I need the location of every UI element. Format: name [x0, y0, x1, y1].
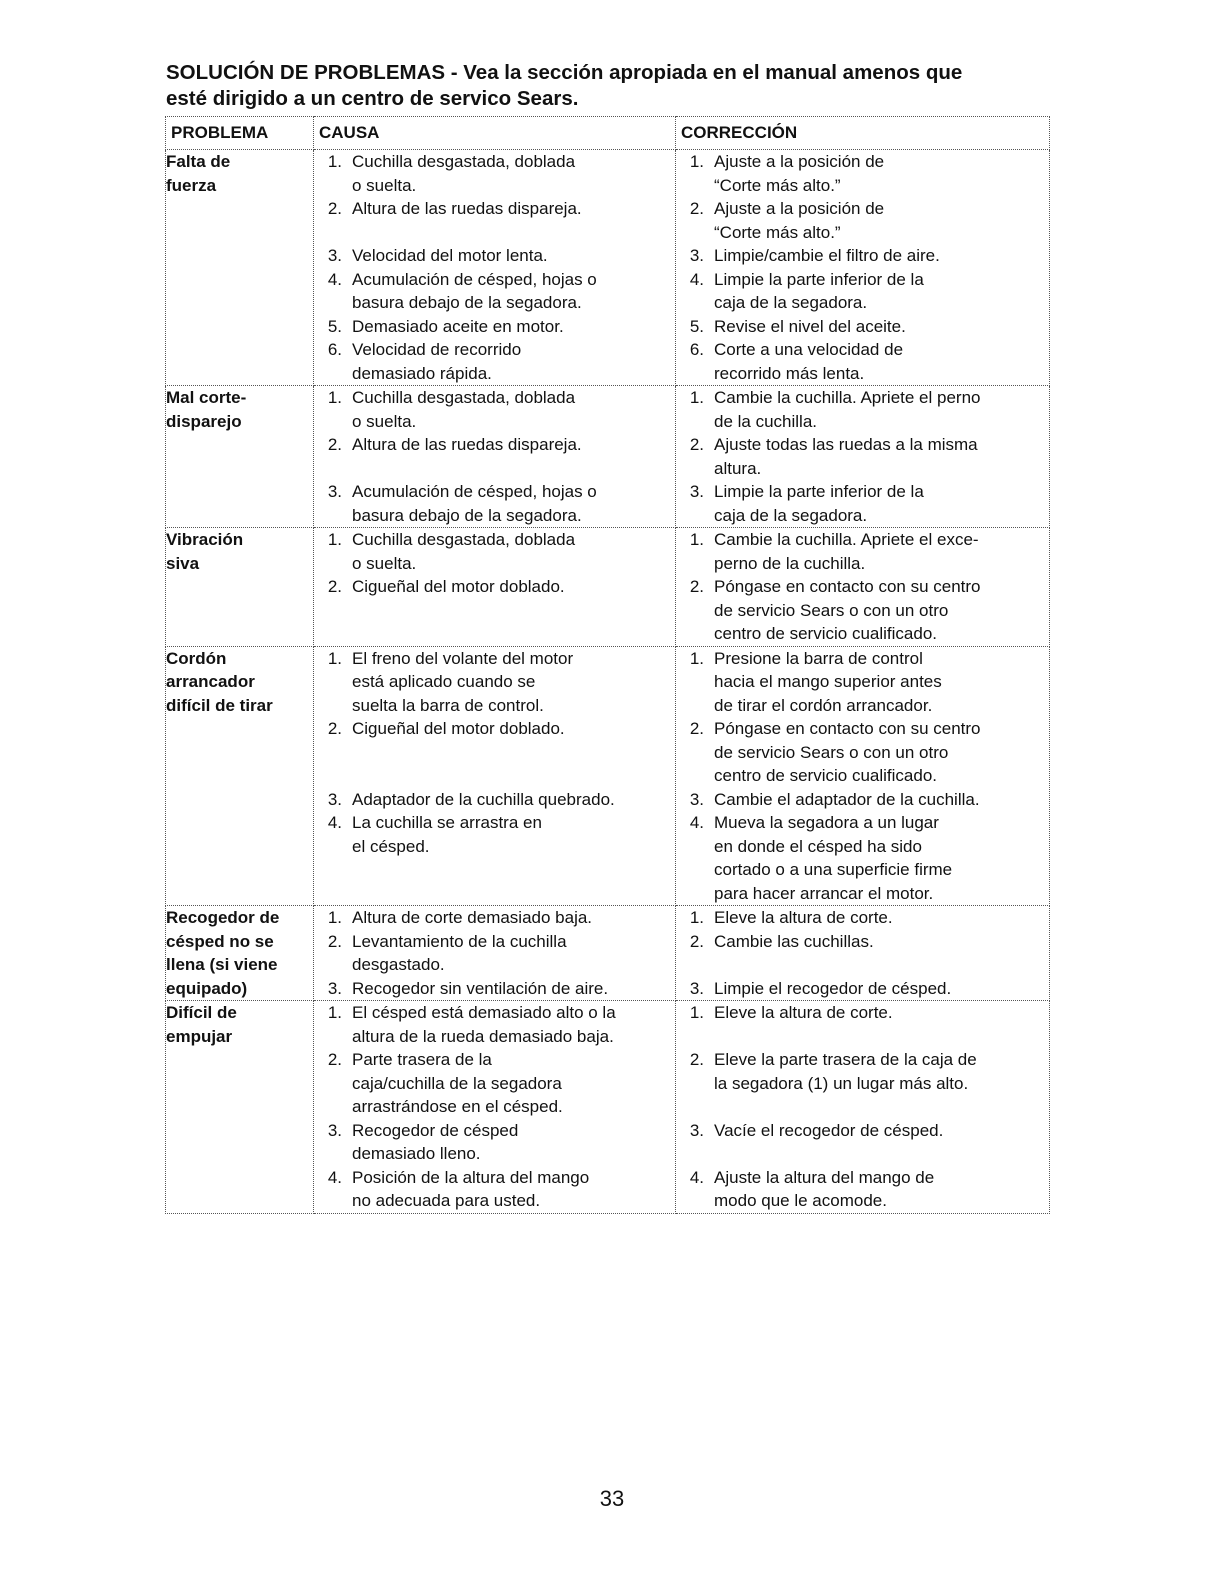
- correction-item: [676, 150, 1049, 197]
- correction-number: 2.: [689, 199, 704, 218]
- cause-number: 1.: [327, 648, 342, 668]
- correction-text: [714, 788, 1049, 812]
- cause-line: Altura de corte demasiado baja.: [352, 908, 593, 927]
- cause-item: [314, 717, 675, 741]
- cause-number: 3.: [327, 246, 342, 265]
- cause-item: [314, 575, 675, 599]
- correction-line: Cambie el adaptador de la cuchilla.: [714, 789, 980, 809]
- cause-line: [352, 457, 675, 481]
- cause-cell: [314, 646, 676, 906]
- cause-number: 3.: [327, 482, 342, 501]
- cause-line: el césped.: [352, 836, 430, 856]
- cause-item: [314, 457, 675, 481]
- correction-line: caja de la segadora.: [714, 505, 868, 525]
- correction-text: [714, 1025, 1049, 1049]
- correction-item: [676, 788, 1049, 812]
- correction-line: Mueva la segadora a un lugar: [714, 813, 939, 832]
- cause-item: [314, 150, 675, 197]
- correction-line: de servicio Sears o con un otro: [714, 742, 949, 762]
- problem-text: Recogedor de: [166, 908, 280, 927]
- cause-line: El freno del volante del motor: [352, 648, 574, 668]
- problem-text: difícil de tirar: [166, 695, 273, 715]
- correction-number: 1.: [689, 530, 704, 549]
- correction-line: Revise el nivel del aceite.: [714, 316, 906, 336]
- cause-line: Adaptador de la cuchilla quebrado.: [352, 789, 615, 809]
- correction-number: 3.: [689, 978, 704, 998]
- cause-item: [314, 1119, 675, 1166]
- cause-line: [352, 741, 675, 765]
- table-row: [166, 150, 1050, 386]
- cause-text: [352, 315, 675, 339]
- correction-text: [714, 930, 1049, 954]
- cause-text: [352, 528, 675, 575]
- problem-text: fuerza: [166, 175, 217, 195]
- problem-text: siva: [166, 553, 200, 573]
- correction-item: [676, 1025, 1049, 1049]
- correction-text: [714, 811, 1049, 905]
- correction-item: [676, 480, 1049, 527]
- correction-line: [714, 1025, 1049, 1049]
- correction-cell: [676, 150, 1050, 386]
- cause-number: 1.: [327, 530, 342, 549]
- correction-line: Ajuste a la posición de: [714, 199, 885, 218]
- cause-cell: [314, 528, 676, 647]
- correction-item: [676, 268, 1049, 315]
- correction-line: “Corte más alto.”: [714, 175, 841, 195]
- cause-line: La cuchilla se arrastra en: [352, 813, 542, 832]
- cause-text: [352, 197, 675, 221]
- correction-text: [714, 150, 1049, 197]
- correction-cell: [676, 386, 1050, 528]
- correction-text: [714, 1001, 1049, 1025]
- cause-cell: [314, 906, 676, 1001]
- correction-text: [714, 1095, 1049, 1119]
- problem-cell: [166, 906, 314, 1001]
- correction-line: Cambie la cuchilla. Apriete el exce-: [714, 530, 979, 549]
- correction-number: 1.: [689, 908, 704, 927]
- correction-number: 5.: [689, 316, 704, 336]
- cause-line: Posición de la altura del mango: [352, 1167, 590, 1187]
- correction-item: [676, 1048, 1049, 1095]
- correction-item: [676, 386, 1049, 433]
- table-row: [166, 1001, 1050, 1214]
- problem-text: arrancador: [166, 672, 255, 691]
- correction-number: 1.: [689, 388, 704, 407]
- correction-number: 3.: [689, 246, 704, 265]
- cause-line: Recogedor de césped: [352, 1120, 519, 1140]
- correction-number: 4.: [689, 1167, 704, 1187]
- correction-item: [676, 1001, 1049, 1025]
- table-row: [166, 906, 1050, 1001]
- page-number: 33: [599, 1486, 625, 1511]
- correction-item: [676, 575, 1049, 646]
- cause-item: [314, 244, 675, 268]
- correction-text: [714, 1119, 1049, 1143]
- correction-line: centro de servicio cualificado.: [714, 766, 938, 785]
- correction-line: Eleve la altura de corte.: [714, 1003, 893, 1022]
- cause-text: [352, 244, 675, 268]
- cause-text: [352, 647, 675, 718]
- problem-text: césped no se: [166, 931, 274, 951]
- cause-item: [314, 338, 675, 385]
- correction-item: [676, 977, 1049, 1001]
- cause-text: [352, 480, 675, 527]
- correction-item: [676, 244, 1049, 268]
- correction-text: [714, 268, 1049, 315]
- cause-line: Cuchilla desgastada, doblada: [352, 388, 576, 407]
- correction-text: [714, 647, 1049, 718]
- cause-number: 2.: [327, 1050, 342, 1069]
- correction-line: recorrido más lenta.: [714, 363, 865, 383]
- troubleshooting-table: [165, 116, 1050, 1214]
- cause-text: [352, 338, 675, 385]
- correction-item: [676, 647, 1049, 718]
- correction-line: Vacíe el recogedor de césped.: [714, 1120, 944, 1140]
- cause-text: [352, 150, 675, 197]
- title-line-2: esté dirigido a un centro de servico Sears.: [166, 87, 579, 110]
- correction-line: “Corte más alto.”: [714, 222, 841, 242]
- table-row: [166, 646, 1050, 906]
- correction-text: [714, 528, 1049, 575]
- correction-item: [676, 953, 1049, 977]
- correction-number: 1.: [689, 1003, 704, 1022]
- cause-text: [352, 1166, 675, 1213]
- header-causa: CAUSA: [314, 117, 676, 150]
- cause-cell: [314, 1001, 676, 1214]
- correction-line: hacia el mango superior antes: [714, 672, 942, 691]
- correction-cell: [676, 1001, 1050, 1214]
- correction-line: Limpie el recogedor de césped.: [714, 978, 952, 998]
- correction-line: Presione la barra de control: [714, 648, 923, 668]
- problem-text: disparejo: [166, 411, 242, 431]
- cause-number: 2.: [327, 199, 342, 218]
- cause-number: [314, 457, 352, 481]
- problem-cell: [166, 528, 314, 647]
- cause-line: basura debajo de la segadora.: [352, 293, 582, 312]
- cause-line: altura de la rueda demasiado baja.: [352, 1026, 614, 1046]
- cause-line: Altura de las ruedas dispareja.: [352, 199, 582, 218]
- correction-number: [676, 1142, 714, 1166]
- correction-line: Ajuste a la posición de: [714, 152, 885, 171]
- cause-line: Levantamiento de la cuchilla: [352, 931, 567, 951]
- problem-text: Vibración: [166, 530, 244, 549]
- cause-line: [352, 221, 675, 245]
- correction-number: 4.: [689, 269, 704, 289]
- cause-number: 1.: [327, 152, 342, 171]
- problem-cell: [166, 1001, 314, 1214]
- correction-line: perno de la cuchilla.: [714, 553, 866, 573]
- correction-number: 6.: [689, 340, 704, 359]
- correction-line: centro de servicio cualificado.: [714, 624, 938, 643]
- problem-text: Difícil de: [166, 1003, 237, 1022]
- cause-item: [314, 741, 675, 788]
- cause-line: o suelta.: [352, 175, 417, 195]
- cause-line: Velocidad del motor lenta.: [352, 246, 548, 265]
- correction-text: [714, 1048, 1049, 1095]
- correction-line: Eleve la parte trasera de la caja de: [714, 1050, 977, 1069]
- correction-number: 2.: [689, 1050, 704, 1069]
- correction-number: 2.: [689, 577, 704, 596]
- problem-text: Cordón: [166, 648, 227, 668]
- cause-cell: [314, 150, 676, 386]
- cause-text: [352, 930, 675, 977]
- cause-text: [352, 457, 675, 481]
- cause-line: demasiado rápida.: [352, 363, 492, 383]
- correction-item: [676, 528, 1049, 575]
- table-header-row: [166, 117, 1050, 150]
- correction-text: [714, 480, 1049, 527]
- cause-item: [314, 528, 675, 575]
- cause-number: 2.: [327, 435, 342, 454]
- correction-line: modo que le acomode.: [714, 1191, 887, 1210]
- correction-line: Limpie la parte inferior de la: [714, 482, 924, 501]
- problem-text: empujar: [166, 1026, 233, 1046]
- problem-cell: [166, 150, 314, 386]
- cause-number: 1.: [327, 1003, 342, 1022]
- correction-line: la segadora (1) un lugar más alto.: [714, 1073, 969, 1093]
- correction-line: en donde el césped ha sido: [714, 836, 922, 856]
- correction-text: [714, 338, 1049, 385]
- cause-item: [314, 197, 675, 221]
- correction-text: [714, 953, 1049, 977]
- cause-number: 4.: [327, 269, 342, 289]
- correction-item: [676, 197, 1049, 244]
- title-line-1: SOLUCIÓN DE PROBLEMAS - Vea la sección apropiada en el manual amenos que: [166, 61, 963, 84]
- correction-line: Póngase en contacto con su centro: [714, 719, 981, 738]
- page-title: [166, 60, 1056, 112]
- correction-cell: [676, 528, 1050, 647]
- cause-line: Cuchilla desgastada, doblada: [352, 152, 576, 171]
- correction-line: Cambie la cuchilla. Apriete el perno: [714, 388, 981, 407]
- correction-number: 1.: [689, 152, 704, 171]
- cause-line: Acumulación de césped, hojas o: [352, 482, 597, 501]
- cause-number: 2.: [327, 719, 342, 738]
- correction-text: [714, 717, 1049, 788]
- correction-number: [676, 1095, 714, 1119]
- cause-item: [314, 811, 675, 858]
- correction-item: [676, 717, 1049, 788]
- correction-text: [714, 386, 1049, 433]
- cause-item: [314, 647, 675, 718]
- cause-number: 3.: [327, 1120, 342, 1140]
- correction-line: Limpie/cambie el filtro de aire.: [714, 246, 940, 265]
- correction-line: Cambie las cuchillas.: [714, 931, 874, 951]
- cause-number: 3.: [327, 789, 342, 809]
- correction-line: Ajuste la altura del mango de: [714, 1167, 935, 1187]
- cause-number: 2.: [327, 931, 342, 951]
- correction-line: Póngase en contacto con su centro: [714, 577, 981, 596]
- cause-item: [314, 268, 675, 315]
- correction-line: Ajuste todas las ruedas a la misma: [714, 435, 978, 454]
- cause-item: [314, 480, 675, 527]
- cause-text: [352, 977, 675, 1001]
- cause-item: [314, 221, 675, 245]
- problem-text: llena (si viene: [166, 955, 278, 974]
- cause-item: [314, 906, 675, 930]
- correction-text: [714, 244, 1049, 268]
- correction-item: [676, 1166, 1049, 1213]
- cause-number: [314, 221, 352, 245]
- cause-number: 4.: [327, 1167, 342, 1187]
- cause-line: [352, 764, 675, 788]
- correction-line: [714, 1142, 1049, 1166]
- correction-line: de servicio Sears o con un otro: [714, 600, 949, 620]
- cause-text: [352, 575, 675, 599]
- cause-number: [314, 741, 352, 788]
- cause-text: [352, 433, 675, 457]
- correction-item: [676, 315, 1049, 339]
- cause-text: [352, 1001, 675, 1048]
- correction-item: [676, 1119, 1049, 1143]
- problem-text: equipado): [166, 978, 248, 998]
- cause-text: [352, 221, 675, 245]
- correction-item: [676, 906, 1049, 930]
- cause-line: está aplicado cuando se: [352, 672, 536, 691]
- cause-line: Acumulación de césped, hojas o: [352, 269, 597, 289]
- correction-number: 2.: [689, 435, 704, 454]
- cause-line: basura debajo de la segadora.: [352, 505, 582, 525]
- cause-line: o suelta.: [352, 553, 417, 573]
- correction-line: Eleve la altura de corte.: [714, 908, 893, 927]
- cause-number: 2.: [327, 577, 342, 596]
- cause-item: [314, 1048, 675, 1119]
- correction-text: [714, 315, 1049, 339]
- table-row: [166, 386, 1050, 528]
- cause-text: [352, 1119, 675, 1166]
- cause-item: [314, 1001, 675, 1048]
- cause-cell: [314, 386, 676, 528]
- cause-line: desgastado.: [352, 955, 445, 974]
- correction-text: [714, 1166, 1049, 1213]
- cause-number: 1.: [327, 388, 342, 407]
- cause-number: 4.: [327, 813, 342, 832]
- correction-text: [714, 1142, 1049, 1166]
- cause-text: [352, 741, 675, 788]
- correction-item: [676, 930, 1049, 954]
- problem-text: Mal corte-: [166, 388, 247, 407]
- correction-item: [676, 338, 1049, 385]
- cause-text: [352, 717, 675, 741]
- correction-line: caja de la segadora.: [714, 293, 868, 312]
- correction-item: [676, 1142, 1049, 1166]
- cause-line: Recogedor sin ventilación de aire.: [352, 978, 609, 998]
- table-body: [166, 150, 1050, 1214]
- cause-line: Parte trasera de la: [352, 1050, 492, 1069]
- problem-text: Falta de: [166, 152, 231, 171]
- cause-line: Altura de las ruedas dispareja.: [352, 435, 582, 454]
- cause-line: El césped está demasiado alto o la: [352, 1003, 616, 1022]
- correction-item: [676, 433, 1049, 480]
- cause-line: Cuchilla desgastada, doblada: [352, 530, 576, 549]
- correction-cell: [676, 646, 1050, 906]
- correction-line: altura.: [714, 458, 762, 478]
- cause-item: [314, 433, 675, 457]
- cause-number: 3.: [327, 978, 342, 998]
- cause-line: Velocidad de recorrido: [352, 340, 522, 359]
- correction-line: [714, 953, 1049, 977]
- cause-line: Demasiado aceite en motor.: [352, 316, 564, 336]
- correction-item: [676, 1095, 1049, 1119]
- correction-number: [676, 953, 714, 977]
- correction-number: 3.: [689, 789, 704, 809]
- correction-text: [714, 906, 1049, 930]
- cause-number: 6.: [327, 340, 342, 359]
- correction-number: 2.: [689, 719, 704, 738]
- cause-item: [314, 386, 675, 433]
- cause-number: 5.: [327, 316, 342, 336]
- cause-line: suelta la barra de control.: [352, 695, 544, 715]
- cause-text: [352, 386, 675, 433]
- cause-item: [314, 315, 675, 339]
- cause-line: Cigueñal del motor doblado.: [352, 719, 565, 738]
- correction-line: para hacer arrancar el motor.: [714, 883, 934, 903]
- header-problema: PROBLEMA: [166, 117, 314, 150]
- problem-cell: [166, 646, 314, 906]
- cause-line: arrastrándose en el césped.: [352, 1097, 563, 1116]
- correction-line: Limpie la parte inferior de la: [714, 269, 924, 289]
- cause-text: [352, 1048, 675, 1119]
- cause-number: 1.: [327, 908, 342, 927]
- cause-line: demasiado lleno.: [352, 1144, 481, 1163]
- correction-number: 3.: [689, 1120, 704, 1140]
- correction-text: [714, 197, 1049, 244]
- cause-item: [314, 1166, 675, 1213]
- table-row: [166, 528, 1050, 647]
- correction-number: 1.: [689, 648, 704, 668]
- correction-number: 2.: [689, 931, 704, 951]
- correction-line: cortado o a una superficie firme: [714, 860, 953, 879]
- problem-cell: [166, 386, 314, 528]
- correction-number: 3.: [689, 482, 704, 501]
- header-correccion: CORRECCIÓN: [676, 117, 1050, 150]
- correction-line: [714, 1095, 1049, 1119]
- cause-line: caja/cuchilla de la segadora: [352, 1073, 562, 1093]
- cause-text: [352, 906, 675, 930]
- correction-line: Corte a una velocidad de: [714, 340, 904, 359]
- cause-line: o suelta.: [352, 411, 417, 431]
- correction-item: [676, 811, 1049, 905]
- correction-cell: [676, 906, 1050, 1001]
- correction-text: [714, 977, 1049, 1001]
- cause-text: [352, 268, 675, 315]
- correction-line: de la cuchilla.: [714, 411, 818, 431]
- cause-item: [314, 977, 675, 1001]
- correction-number: 4.: [689, 813, 704, 832]
- correction-text: [714, 433, 1049, 480]
- correction-text: [714, 575, 1049, 646]
- cause-line: no adecuada para usted.: [352, 1191, 541, 1210]
- cause-text: [352, 788, 675, 812]
- cause-item: [314, 930, 675, 977]
- correction-line: de tirar el cordón arrancador.: [714, 695, 933, 715]
- cause-text: [352, 811, 675, 858]
- correction-number: [676, 1025, 714, 1049]
- cause-item: [314, 788, 675, 812]
- cause-line: Cigueñal del motor doblado.: [352, 577, 565, 596]
